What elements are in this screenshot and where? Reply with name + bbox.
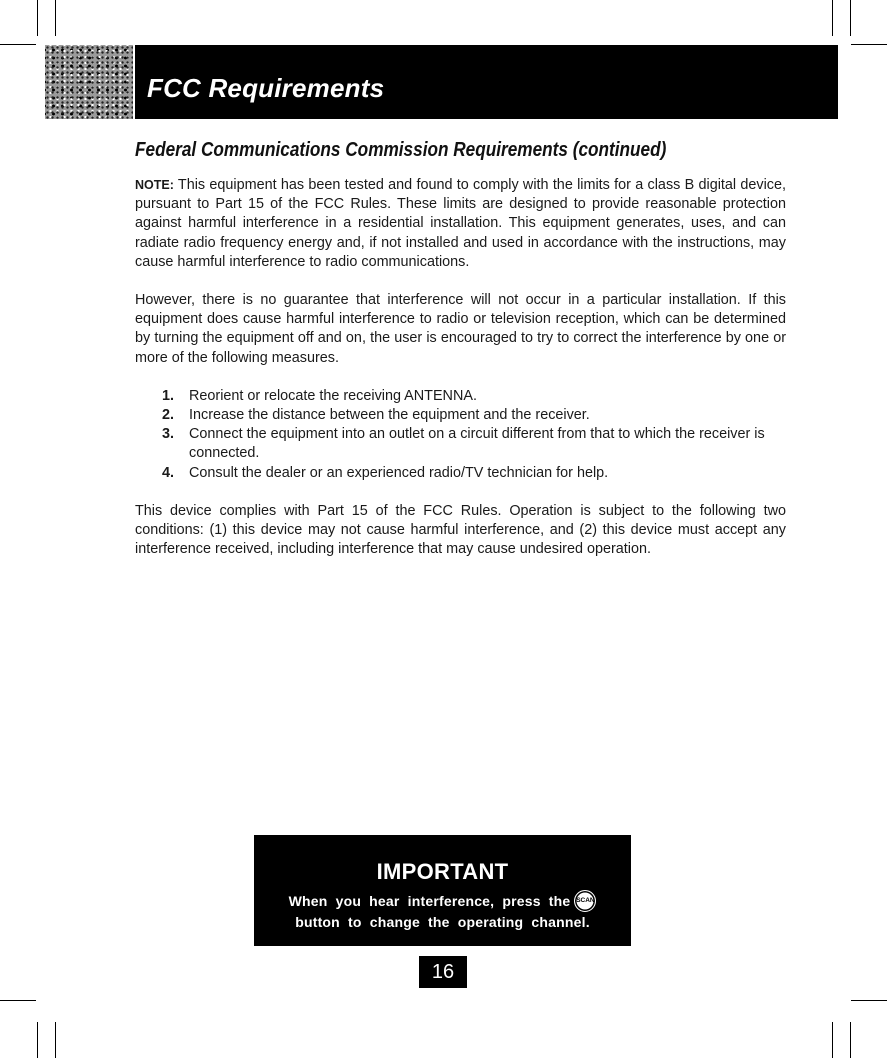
list-item-text: Reorient or relocate the receiving ANTENNA. — [189, 387, 477, 404]
crop-mark — [850, 0, 851, 36]
list-item-number: 2. — [162, 407, 175, 424]
crop-mark — [55, 1022, 56, 1058]
scan-button-icon: SCAN — [574, 890, 596, 912]
important-text-after: button to change the operating channel. — [295, 914, 590, 930]
list-item — [135, 464, 786, 483]
crop-mark — [55, 0, 56, 36]
list-item — [135, 387, 786, 406]
crop-mark — [850, 1022, 851, 1058]
crop-mark — [832, 0, 833, 36]
list-item-text: Consult the dealer or an experienced radio/TV technician for help. — [189, 464, 609, 481]
crop-mark — [832, 1022, 833, 1058]
body-content — [135, 176, 786, 578]
note-paragraph — [135, 176, 786, 272]
measures-list — [135, 387, 786, 483]
list-item-number: 3. — [162, 426, 175, 443]
list-item — [135, 406, 786, 425]
page-number: 16 — [419, 956, 467, 988]
crop-mark — [0, 44, 36, 45]
paragraph: However, there is no guarantee that interference will not occur in a particular installation. If this equipment does cause harmful interference to radio or television reception, which can be determined by turning the equipment off and on, the user is encouraged to try to correct the interference by one or more of the following measures. — [135, 292, 786, 366]
important-title: IMPORTANT — [376, 859, 509, 884]
crop-mark — [851, 44, 887, 45]
list-item-text: Connect the equipment into an outlet on a circuit different from that to which the receiver is connected. — [189, 426, 765, 462]
header-bar — [135, 45, 838, 119]
list-item-text: Increase the distance between the equipment and the receiver. — [189, 407, 590, 424]
note-text: This equipment has been tested and found to comply with the limits for a class B digital device, pursuant to Part 15 of the FCC Rules. These limits are designed to provide reasonable protection against harmful interference in a residential installation. This equipment generates, uses, and can radiate radio frequency energy and, if not installed and used in accordance with the instructions, may cause harmful interference to radio communications. — [135, 177, 786, 270]
section-subtitle: Federal Communications Commission Requirements (continued) — [135, 139, 667, 161]
crop-mark — [0, 1000, 36, 1001]
header-texture — [45, 45, 133, 119]
list-item-number: 1. — [162, 387, 175, 404]
important-notice — [254, 835, 631, 946]
page-title: FCC Requirements — [147, 73, 385, 103]
important-text — [254, 891, 631, 933]
crop-mark — [37, 1022, 38, 1058]
important-text-before: When you hear interference, press the — [288, 893, 571, 909]
note-label: NOTE: — [135, 178, 174, 192]
paragraph: This device complies with Part 15 of the FCC Rules. Operation is subject to the following two conditions: (1) this device may not cause harmful interference, and (2) this device must accept any interference received, including interference that may cause undesired operation. — [135, 502, 786, 558]
list-item — [135, 425, 786, 463]
crop-mark — [851, 1000, 887, 1001]
crop-mark — [37, 0, 38, 36]
list-item-number: 4. — [162, 464, 175, 481]
